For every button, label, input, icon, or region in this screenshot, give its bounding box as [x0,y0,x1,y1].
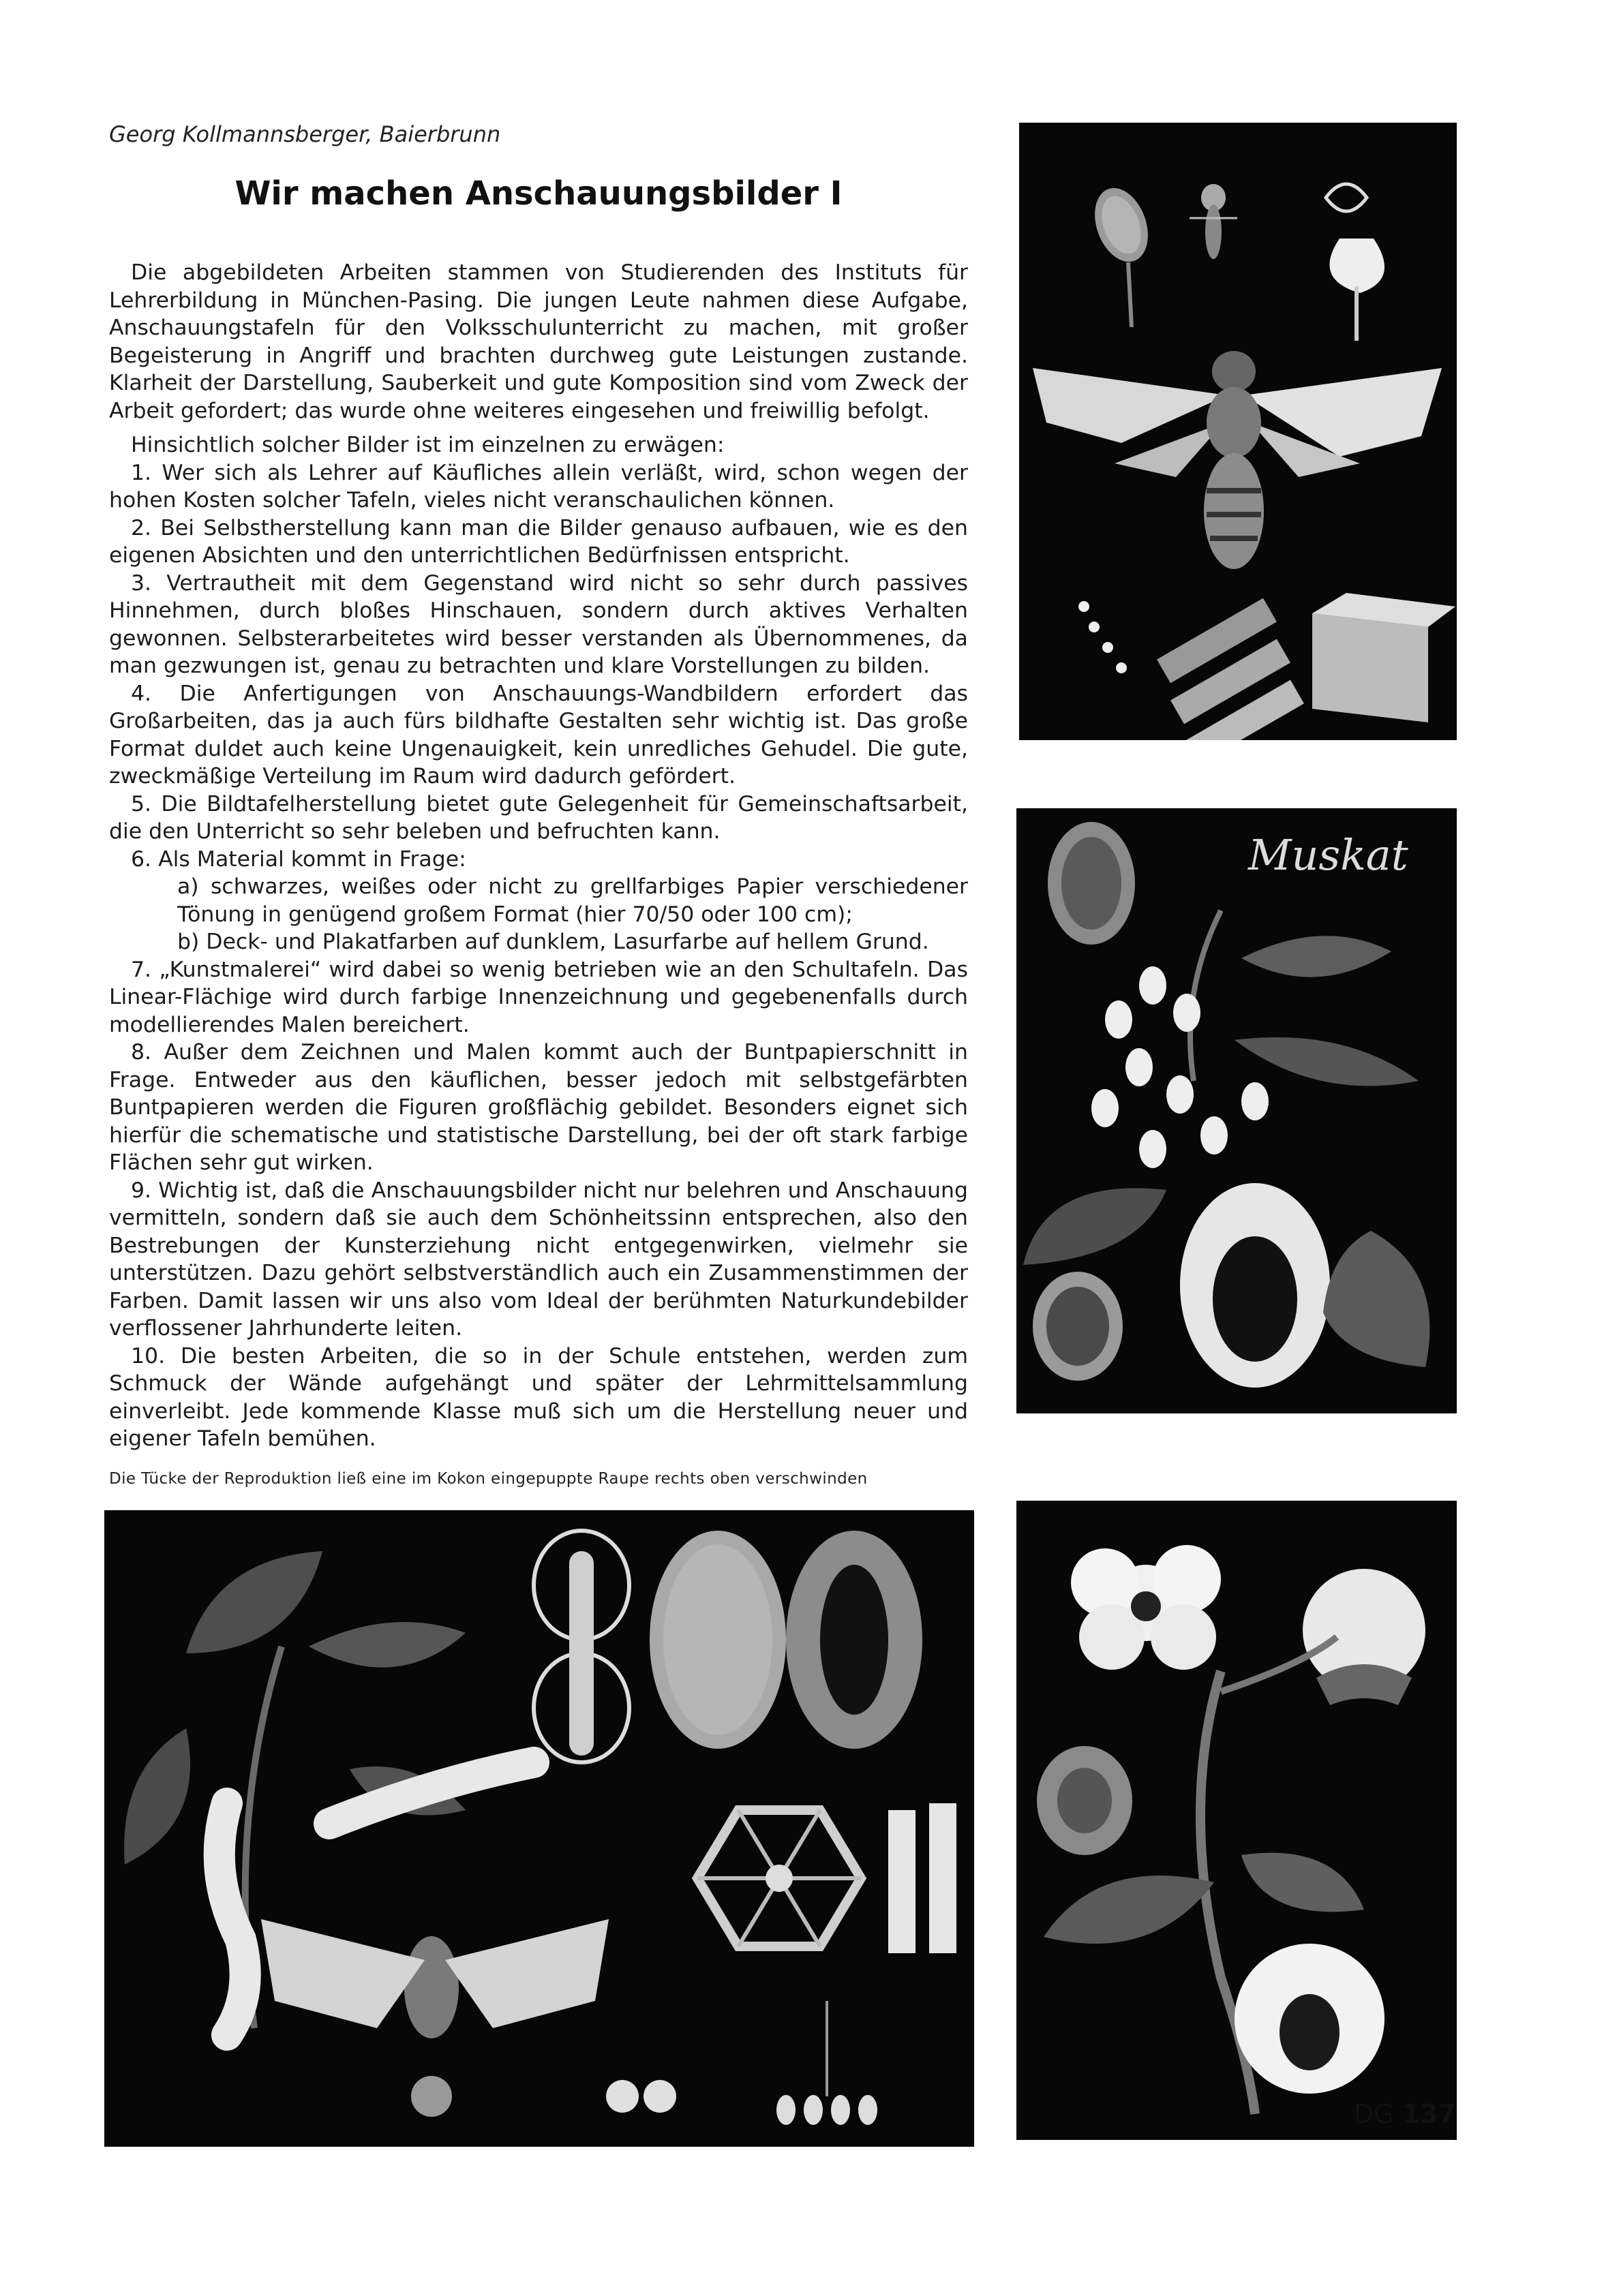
list-item: 6. Als Material kommt in Frage: [131,846,466,872]
page-number-value: 137 [1402,2099,1456,2129]
muskat-label: Muskat [1248,830,1408,880]
list-item: 4. Die Anfertigungen von Anschauungs-Wandbildern erfordert das Großarbeiten, das ja auch fürs bildhafte Gestalten sehr wichtig ist. Das große Format duldet auch keine Ungenauigkeit, kein unredliches Gehudel. Die gute, zweckmäßige Verteilung im Raum wird dadurch gefördert. [109,681,968,789]
list-subitem: b) Deck- und Plakatfarben auf dunklem, Lasurfarbe auf hellem Grund. [177,930,929,954]
list-item: 2. Bei Selbstherstellung kann man die Bilder genauso aufbauen, wie es den eigenen Absichten und den unterrichtlichen Bedürfnissen entspricht. [109,515,968,568]
journal-abbrev: DG [1353,2099,1394,2129]
list-item: 7. „Kunstmalerei“ wird dabei so wenig betrieben wie an den Schultafeln. Das Linear-Flächige wird durch farbige Innenzeichnung und gegebenenfalls durch modellierendes Malen bereichert. [109,957,968,1037]
list-item: 3. Vertrautheit mit dem Gegenstand wird nicht so sehr durch passives Hinnehmen, durch bloßes Hinschauen, sondern durch aktives Verhalten gewonnen. Selbsterarbeitetes wird besser verstanden als Übernommenes, da man gezwungen ist, genau zu betrachten und klare Vorstellungen zu bilden. [109,570,968,678]
article-body [109,259,968,1453]
intro-paragraph: Die abgebildeten Arbeiten stammen von Studierenden des Instituts für Lehrerbildung in München-Pasing. Die jungen Leute nahmen diese Aufgabe, Anschauungstafeln für den Volksschulunterricht zu machen, mit großer Begeisterung in Angriff und brachten durchweg gute Leistungen zustande. Klarheit der Darstellung, Sauberkeit und gute Komposition sind vom Zweck der Arbeit gefordert; das wurde ohne weiteres eingesehen und freiwillig befolgt. [109,260,968,423]
page-number [1347,2099,1456,2129]
muskat-plate-illustration [1016,808,1457,1413]
bee-plate-illustration [1019,123,1457,740]
list-item: 10. Die besten Arbeiten, die so in der Schule entstehen, werden zum Schmuck der Wände aufgehängt und später der Lehrmittelsammlung einverleibt. Jede kommende Klasse muß sich um die Herstellung neuer und eigener Tafeln bemühen. [109,1343,968,1451]
list-item: 9. Wichtig ist, daß die Anschauungsbilder nicht nur belehren und Anschauung vermitteln, sondern daß sie auch dem Schönheitssinn entsprechen, also den Bestrebungen der Kunsterziehung nicht entgegenwirken, vielmehr sie unterstützen. Dazu gehört selbstverständlich auch ein Zusammenstimmen der Farben. Damit lassen wir uns also vom Ideal der berühmten Naturkundebilder verflossener Jahrhunderte leiten. [109,1178,968,1341]
cotton-plate-image [1016,1501,1457,2140]
list-item: 5. Die Bildtafelherstellung bietet gute Gelegenheit für Gemeinschaftsarbeit, die den Unterricht so sehr beleben und befruchten kann. [109,791,968,844]
list-item: 8. Außer dem Zeichnen und Malen kommt auch der Buntpapierschnitt in Frage. Entweder aus den käuflichen, besser jedoch mit selbstgefärbten Buntpapieren werden die Figuren großflächig gebildet. Besonders eignet sich hierfür die schematische und statistische Darstellung, bei der oft stark farbige Flächen sehr gut wirken. [109,1040,968,1175]
list-subitem: a) schwarzes, weißes oder nicht zu grellfarbiges Papier verschiedener Tönung in genügend großem Format (hier 70/50 oder 100 cm); [177,874,968,927]
muskat-plate-image [1016,808,1457,1413]
list-lead: Hinsichtlich solcher Bilder ist im einzelnen zu erwägen: [131,433,725,457]
silkworm-plate-illustration [104,1510,974,2147]
list-item: 1. Wer sich als Lehrer auf Käufliches allein verläßt, wird, schon wegen der hohen Kosten solcher Tafeln, vieles nicht veranschaulichen können. [109,460,968,512]
bee-plate-image [1019,123,1457,740]
figure-caption: Die Tücke der Reproduktion ließ eine im Kokon eingepuppte Raupe rechts oben verschwinden [109,1470,868,1488]
cotton-plate-illustration [1016,1501,1457,2140]
article-title: Wir machen Anschauungsbilder I [234,174,843,213]
author-line: Georg Kollmannsberger, Baierbrunn [109,121,501,147]
silkworm-plate-image [104,1510,974,2147]
